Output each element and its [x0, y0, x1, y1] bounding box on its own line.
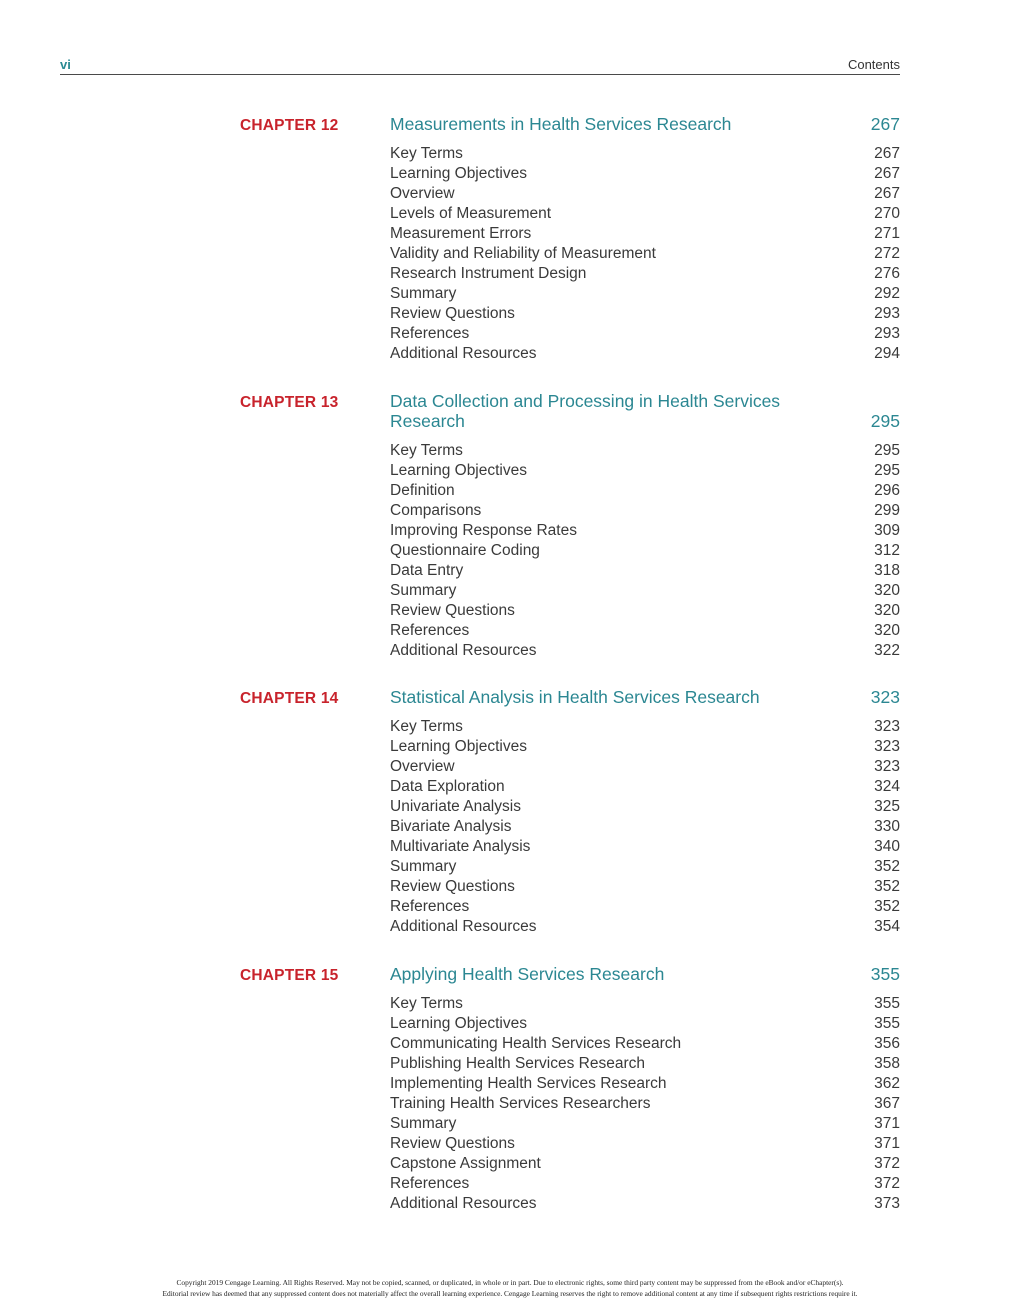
section-title: Communicating Health Services Research — [390, 1035, 682, 1052]
section-entry[interactable] — [390, 1194, 900, 1214]
section-entry[interactable] — [390, 1154, 900, 1174]
section-title: Research Instrument Design — [390, 265, 587, 282]
running-head — [60, 57, 900, 75]
section-title: Review Questions — [390, 602, 515, 619]
chapter-title[interactable]: Applying Health Services Research — [390, 964, 665, 984]
chapter-13 — [240, 391, 900, 661]
section-page-number: 309 — [874, 522, 900, 539]
section-page-number: 318 — [874, 562, 900, 579]
section-title: Definition — [390, 482, 455, 499]
section-title: Additional Resources — [390, 642, 537, 659]
chapter-page-number[interactable]: 295 — [870, 411, 900, 431]
section-entry[interactable] — [390, 541, 900, 561]
section-page-number: 356 — [874, 1035, 900, 1052]
section-title: Learning Objectives — [390, 738, 527, 755]
section-page-number: 271 — [874, 225, 900, 242]
section-page-number: 320 — [874, 582, 900, 599]
section-title: Additional Resources — [390, 345, 537, 362]
section-title: Learning Objectives — [390, 165, 527, 182]
section-title: Summary — [390, 858, 457, 875]
section-page-number: 372 — [874, 1155, 900, 1172]
section-page-number: 293 — [874, 305, 900, 322]
section-title: Univariate Analysis — [390, 798, 521, 815]
section-page-number: 352 — [874, 878, 900, 895]
chapter-label: CHAPTER 15 — [240, 967, 339, 984]
section-entry[interactable] — [390, 1054, 900, 1074]
section-page-number: 322 — [874, 642, 900, 659]
section-title: References — [390, 622, 470, 639]
section-page-number: 295 — [874, 442, 900, 459]
section-title: Review Questions — [390, 1135, 515, 1152]
section-title: Levels of Measurement — [390, 205, 552, 222]
section-page-number: 371 — [874, 1115, 900, 1132]
section-entry[interactable] — [390, 857, 900, 877]
section-entry[interactable] — [390, 521, 900, 541]
chapter-label: CHAPTER 14 — [240, 690, 339, 707]
section-title: Additional Resources — [390, 918, 537, 935]
section-entry[interactable] — [390, 324, 900, 344]
copyright-notice — [0, 1277, 1020, 1299]
section-entry[interactable] — [390, 737, 900, 757]
section-list — [390, 717, 900, 937]
section-page-number: 293 — [874, 325, 900, 342]
section-page-number: 355 — [874, 995, 900, 1012]
section-title: Key Terms — [390, 718, 463, 735]
section-entry[interactable] — [390, 244, 900, 264]
section-entry[interactable] — [390, 461, 900, 481]
section-title: Summary — [390, 285, 457, 302]
section-title: Measurement Errors — [390, 225, 532, 242]
section-page-number: 362 — [874, 1075, 900, 1092]
section-page-number: 358 — [874, 1055, 900, 1072]
section-title: Key Terms — [390, 145, 463, 162]
section-entry[interactable] — [390, 184, 900, 204]
section-page-number: 325 — [874, 798, 900, 815]
section-page-number: 372 — [874, 1175, 900, 1192]
section-title: References — [390, 325, 470, 342]
section-entry[interactable] — [390, 481, 900, 501]
section-page-number: 272 — [874, 245, 900, 262]
section-title: Implementing Health Services Research — [390, 1075, 667, 1092]
section-title: Training Health Services Researchers — [390, 1095, 651, 1112]
section-page-number: 270 — [874, 205, 900, 222]
section-list — [390, 994, 900, 1214]
section-list — [390, 441, 900, 661]
section-page-number: 324 — [874, 778, 900, 795]
section-entry[interactable] — [390, 304, 900, 324]
chapter-12 — [240, 114, 900, 364]
section-page-number: 330 — [874, 818, 900, 835]
section-entry[interactable] — [390, 837, 900, 857]
section-page-number: 295 — [874, 462, 900, 479]
section-entry[interactable] — [390, 1094, 900, 1114]
section-entry[interactable] — [390, 641, 900, 661]
chapter-page-number[interactable]: 355 — [870, 964, 900, 984]
section-title: Review Questions — [390, 878, 515, 895]
section-title: Key Terms — [390, 995, 463, 1012]
section-page-number: 371 — [874, 1135, 900, 1152]
section-entry[interactable] — [390, 877, 900, 897]
section-page-number: 267 — [874, 145, 900, 162]
section-title: Validity and Reliability of Measurement — [390, 245, 656, 262]
section-page-number: 294 — [874, 345, 900, 362]
section-page-number: 299 — [874, 502, 900, 519]
section-entry[interactable] — [390, 264, 900, 284]
section-entry[interactable] — [390, 501, 900, 521]
section-page-number: 267 — [874, 165, 900, 182]
chapter-label: CHAPTER 13 — [240, 394, 339, 411]
section-entry[interactable] — [390, 1014, 900, 1034]
section-title: Multivariate Analysis — [390, 838, 531, 855]
section-title: Bivariate Analysis — [390, 818, 512, 835]
section-title: Improving Response Rates — [390, 522, 577, 539]
section-entry[interactable] — [390, 757, 900, 777]
section-entry[interactable] — [390, 717, 900, 737]
section-entry[interactable] — [390, 1074, 900, 1094]
section-title: Additional Resources — [390, 1195, 537, 1212]
section-title: Comparisons — [390, 502, 482, 519]
section-entry[interactable] — [390, 817, 900, 837]
section-entry[interactable] — [390, 224, 900, 244]
section-entry[interactable] — [390, 897, 900, 917]
chapter-title[interactable]: Data Collection and Processing in Health Services Research — [390, 391, 781, 431]
section-entry[interactable] — [390, 204, 900, 224]
chapter-title[interactable]: Measurements in Health Services Research — [390, 114, 732, 134]
chapter-15 — [240, 964, 900, 1214]
section-title: Learning Objectives — [390, 462, 527, 479]
section-page-number: 367 — [874, 1095, 900, 1112]
section-title: Data Entry — [390, 562, 464, 579]
section-title: Questionnaire Coding — [390, 542, 540, 559]
section-entry[interactable] — [390, 144, 900, 164]
section-entry[interactable] — [390, 1134, 900, 1154]
section-page-number: 355 — [874, 1015, 900, 1032]
copyright-line-2: Editorial review has deemed that any suppressed content does not materially affect the overall learning experience. Cengage Learning reserves the right to remove additional content at any time if subsequent rights restrictions require it. — [162, 1289, 858, 1298]
section-entry[interactable] — [390, 561, 900, 581]
section-page-number: 323 — [874, 758, 900, 775]
section-title: Key Terms — [390, 442, 463, 459]
section-page-number: 320 — [874, 602, 900, 619]
copyright-line-1: Copyright 2019 Cengage Learning. All Rights Reserved. May not be copied, scanned, or duplicated, in whole or in part. Due to electronic rights, some third party content may be suppressed from the eBook and/or eChapter(s). — [176, 1278, 844, 1287]
section-title: Review Questions — [390, 305, 515, 322]
chapter-title[interactable]: Statistical Analysis in Health Services Research — [390, 687, 760, 707]
section-entry[interactable] — [390, 344, 900, 364]
section-title: Summary — [390, 1115, 457, 1132]
section-entry[interactable] — [390, 777, 900, 797]
section-title: Capstone Assignment — [390, 1155, 541, 1172]
section-title: References — [390, 898, 470, 915]
section-page-number: 354 — [874, 918, 900, 935]
section-title: Overview — [390, 185, 455, 202]
section-page-number: 352 — [874, 898, 900, 915]
section-entry[interactable] — [390, 441, 900, 461]
section-title: Learning Objectives — [390, 1015, 527, 1032]
section-list — [390, 144, 900, 364]
section-page-number: 296 — [874, 482, 900, 499]
section-title: References — [390, 1175, 470, 1192]
chapter-page-number[interactable]: 323 — [870, 687, 900, 707]
section-page-number: 340 — [874, 838, 900, 855]
section-entry[interactable] — [390, 1034, 900, 1054]
chapter-label: CHAPTER 12 — [240, 117, 339, 134]
section-title: Data Exploration — [390, 778, 505, 795]
section-page-number: 312 — [874, 542, 900, 559]
section-page-number: 267 — [874, 185, 900, 202]
section-page-number: 373 — [874, 1195, 900, 1212]
section-page-number: 292 — [874, 285, 900, 302]
section-entry[interactable] — [390, 581, 900, 601]
section-entry[interactable] — [390, 797, 900, 817]
section-entry[interactable] — [390, 994, 900, 1014]
section-title: Overview — [390, 758, 455, 775]
section-entry[interactable] — [390, 601, 900, 621]
section-entry[interactable] — [390, 621, 900, 641]
section-title: Publishing Health Services Research — [390, 1055, 646, 1072]
section-page-number: 323 — [874, 718, 900, 735]
section-page-number: 323 — [874, 738, 900, 755]
section-entry[interactable] — [390, 1174, 900, 1194]
section-page-number: 320 — [874, 622, 900, 639]
page-number: vi — [60, 57, 71, 72]
running-title: Contents — [847, 57, 900, 72]
section-entry[interactable] — [390, 284, 900, 304]
section-entry[interactable] — [390, 164, 900, 184]
chapter-14 — [240, 687, 900, 937]
section-title: Summary — [390, 582, 457, 599]
section-page-number: 352 — [874, 858, 900, 875]
section-entry[interactable] — [390, 917, 900, 937]
chapter-page-number[interactable]: 267 — [870, 114, 900, 134]
section-entry[interactable] — [390, 1114, 900, 1134]
section-page-number: 276 — [874, 265, 900, 282]
